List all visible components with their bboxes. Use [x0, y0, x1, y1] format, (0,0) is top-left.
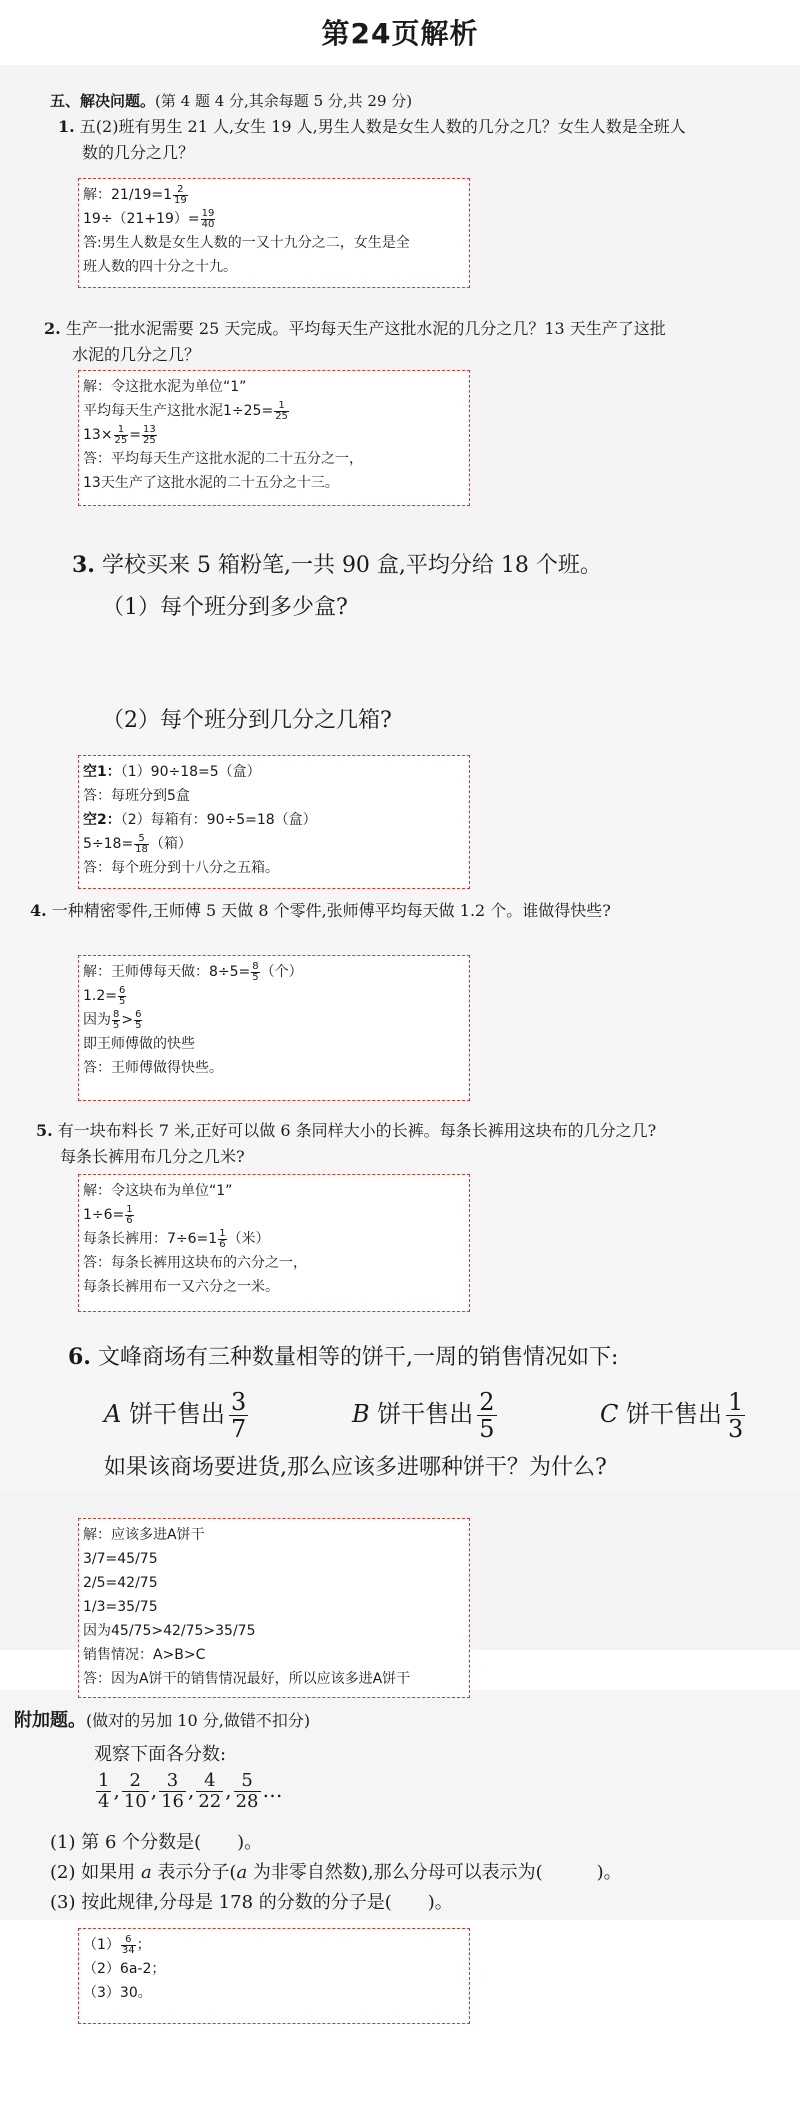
extra-heading-note: (做对的另加 10 分,做错不扣分) — [86, 1711, 311, 1730]
fraction-numerator: 8 — [113, 1008, 120, 1020]
question-1-text: 五(2)班有男生 21 人,女生 19 人,男生人数是女生人数的几分之几？女生人数是全班人 — [79, 117, 686, 136]
fraction-numerator: 6 — [135, 1008, 142, 1020]
fraction-denominator: 5 — [113, 1019, 120, 1031]
answer-text: ； — [136, 1937, 151, 1953]
question-1-line1 — [58, 114, 686, 137]
separator: , — [225, 1778, 232, 1802]
fraction — [201, 209, 216, 230]
option-c — [600, 1384, 749, 1444]
fraction-numerator: 6 — [119, 984, 126, 996]
fraction-numerator: 19 — [201, 207, 215, 219]
fraction-denominator: 16 — [161, 1791, 184, 1812]
separator: , — [150, 1778, 158, 1802]
fraction-denominator: 7 — [230, 1415, 247, 1443]
fraction-denominator: 28 — [235, 1791, 259, 1812]
fraction-numerator: 1 — [98, 1770, 110, 1791]
section-heading-note: (第 4 题 4 分,其余每题 5 分,共 29 分) — [155, 92, 413, 110]
answer-line — [83, 423, 465, 447]
sequence-fraction — [159, 1771, 186, 1812]
answer-key-label: 空2： — [83, 812, 121, 828]
section-heading-title: 五、解决问题。 — [50, 92, 156, 110]
question-1-number: 1. — [58, 117, 75, 136]
fraction-denominator: 3 — [728, 1415, 744, 1443]
answer-line: 答：每条长裤用这块布的六分之一， — [83, 1255, 307, 1271]
answer-text: 13× — [83, 427, 113, 443]
answer-text: （箱） — [149, 836, 192, 852]
answer-line: 答:男生人数是女生人数的一又十九分之二，女生是全 — [83, 235, 410, 251]
fraction-denominator: 5 — [135, 1019, 142, 1031]
answer-line — [83, 832, 465, 856]
answer-line: （3）30。 — [83, 1985, 152, 2001]
sequence-fraction — [96, 1771, 111, 1812]
extra-part-1: (1) 第 6 个分数是( )。 — [50, 1832, 263, 1853]
fraction-numerator: 3 — [159, 1771, 186, 1792]
fraction-numerator: 2 — [122, 1771, 149, 1792]
question-2-line1 — [44, 316, 666, 339]
answer-box-q5 — [78, 1174, 470, 1312]
answer-box-q4 — [78, 955, 470, 1101]
question-3-text: 学校买来 5 箱粉笔,一共 90 盒,平均分给 18 个班。 — [101, 553, 602, 578]
answer-line: 1/3=35/75 — [83, 1599, 158, 1615]
answer-line: 答：每个班分到十八分之五箱。 — [83, 860, 279, 876]
question-5-text: 有一块布料长 7 米,正好可以做 6 条同样大小的长裤。每条长裤用这块布的几分之几? — [57, 1121, 657, 1140]
extra-part-2 — [50, 1858, 622, 1884]
answer-text: 1.2= — [83, 988, 117, 1004]
answer-box-extra — [78, 1928, 470, 2024]
answer-text: 平均每天生产这批水泥1÷25= — [83, 403, 274, 419]
fraction-numerator: 1 — [114, 425, 129, 436]
extra-part-3: (3) 按此规律,分母是 178 的分数的分子是( )。 — [50, 1892, 453, 1913]
question-4-text: 一种精密零件,王师傅 5 天做 8 个零件,张师傅平均每天做 1.2 个。谁做得快些? — [51, 901, 611, 920]
answer-text: 1÷6= — [83, 1207, 125, 1223]
option-a-letter: A — [104, 1400, 122, 1428]
answer-text: 因为 — [83, 1012, 111, 1028]
answer-text: （2）每箱有：90÷5=18（盒） — [120, 812, 317, 828]
answer-text: 解：21/19=1 — [83, 187, 172, 203]
answer-line: 13天生产了这批水泥的二十五分之十三。 — [83, 475, 339, 491]
answer-line — [83, 984, 465, 1008]
fraction — [118, 986, 126, 1007]
answer-line: 班人数的四十分之十九。 — [83, 259, 237, 275]
question-3-sub1: （1）每个班分到多少盒? — [102, 595, 348, 620]
fraction-numerator: 6 — [121, 1935, 136, 1946]
question-3-line1 — [72, 548, 602, 579]
answer-text: = — [129, 427, 142, 443]
answer-line: 答：平均每天生产这批水泥的二十五分之一， — [83, 451, 363, 467]
answer-text: 5÷18= — [83, 836, 134, 852]
answer-line — [83, 1008, 465, 1032]
extra-part-2-text: 为非零自然数),那么分母可以表示为( )。 — [247, 1862, 622, 1883]
option-a — [104, 1384, 252, 1444]
answer-box-q2 — [78, 370, 470, 506]
fraction — [142, 425, 157, 446]
extra-heading-title: 附加题。 — [14, 1710, 86, 1731]
fraction-numerator: 8 — [252, 960, 259, 972]
option-c-letter: C — [600, 1400, 619, 1428]
answer-line — [83, 207, 465, 231]
variable-a: a — [236, 1862, 248, 1883]
fraction — [134, 1010, 142, 1031]
answer-line: 答：因为A饼干的销售情况最好，所以应该多进A饼干 — [83, 1671, 411, 1687]
fraction-denominator: 22 — [198, 1791, 222, 1812]
answer-line: 每条长裤用布一又六分之一米。 — [83, 1279, 279, 1295]
answer-line: 答：每班分到5盒 — [83, 788, 190, 804]
question-2-number: 2. — [44, 319, 61, 338]
fraction — [125, 1205, 133, 1226]
fraction-numerator: 5 — [234, 1771, 261, 1792]
fraction-denominator: 18 — [135, 843, 148, 855]
fraction-numerator: 1 — [126, 1203, 133, 1215]
answer-line — [83, 399, 465, 423]
sequence-fraction — [122, 1771, 149, 1812]
fraction-sequence — [94, 1768, 283, 1812]
answer-line: 解：应该多进A饼干 — [83, 1527, 205, 1543]
fraction-numerator: 4 — [196, 1771, 223, 1792]
fraction-numerator: 1 — [219, 1227, 226, 1239]
answer-text: （1）90÷18=5（盒） — [120, 764, 261, 780]
answer-text: （1） — [83, 1937, 120, 1953]
question-5-line1 — [36, 1118, 656, 1141]
answer-line — [83, 760, 465, 784]
separator: , — [187, 1778, 195, 1802]
extra-part-2-text: 表示分子( — [151, 1862, 237, 1883]
option-b — [352, 1384, 501, 1444]
question-2-line2: 水泥的几分之几？ — [72, 345, 201, 364]
question-6-line3: 如果该商场要进货,那么应该多进哪种饼干？为什么? — [104, 1455, 607, 1480]
fraction-denominator: 25 — [114, 434, 128, 446]
answer-text: 解：王师傅每天做：8÷5= — [83, 964, 251, 980]
question-3-sub2: （2）每个班分到几分之几箱? — [102, 708, 392, 733]
option-b-text: 饼干售出 — [377, 1400, 474, 1428]
fraction-numerator: 1 — [728, 1388, 744, 1416]
answer-text: （个） — [260, 964, 303, 980]
fraction-numerator: 1 — [274, 401, 289, 412]
ellipsis: … — [262, 1778, 283, 1802]
question-4-number: 4. — [30, 901, 47, 920]
fraction — [134, 834, 149, 855]
answer-line — [83, 183, 465, 207]
section-heading — [50, 90, 412, 111]
fraction-numerator: 2 — [173, 185, 188, 196]
fraction — [229, 1389, 248, 1442]
answer-line: 答：王师傅做得快些。 — [83, 1060, 223, 1076]
answer-box-q3 — [78, 755, 470, 889]
fraction-denominator: 25 — [143, 434, 156, 446]
fraction — [477, 1389, 496, 1442]
fraction — [121, 1935, 136, 1956]
answer-line — [83, 1933, 465, 1957]
question-2-text: 生产一批水泥需要 25 天完成。平均每天生产这批水泥的几分之几？13 天生产了这批 — [65, 319, 666, 338]
extra-observe: 观察下面各分数: — [94, 1744, 227, 1765]
answer-line: 销售情况：A>B>C — [83, 1647, 206, 1663]
answer-line — [83, 960, 465, 984]
answer-line: 解：令这批水泥为单位“1” — [83, 379, 247, 395]
fraction-denominator: 6 — [126, 1214, 133, 1226]
separator: , — [113, 1778, 120, 1802]
fraction-denominator: 6 — [219, 1238, 226, 1250]
question-4-line1 — [30, 898, 611, 921]
question-6-line1 — [68, 1340, 618, 1371]
question-1-line2: 数的几分之几？ — [82, 143, 195, 162]
answer-text: 每条长裤用：7÷6=1 — [83, 1231, 218, 1247]
option-b-letter: B — [352, 1400, 370, 1428]
fraction-denominator: 34 — [121, 1944, 135, 1956]
fraction — [218, 1229, 226, 1250]
answer-box-q6 — [78, 1518, 470, 1698]
fraction — [173, 185, 188, 206]
fraction — [274, 401, 289, 422]
fraction-denominator: 25 — [275, 410, 288, 422]
answer-line: 3/7=45/75 — [83, 1551, 158, 1567]
answer-key-label: 空1： — [83, 764, 121, 780]
question-5-number: 5. — [36, 1121, 53, 1140]
fraction-numerator: 2 — [479, 1388, 495, 1416]
answer-text: 19÷（21+19）= — [83, 211, 200, 227]
extra-part-2-text: (2) 如果用 — [50, 1862, 141, 1883]
fraction-denominator: 4 — [98, 1791, 110, 1812]
question-6-number: 6. — [68, 1344, 91, 1370]
answer-line — [83, 808, 465, 832]
answer-line — [83, 1203, 465, 1227]
variable-a: a — [140, 1862, 152, 1883]
fraction — [726, 1389, 745, 1442]
question-5-line2: 每条长裤用布几分之几米? — [60, 1147, 245, 1166]
fraction-denominator: 5 — [119, 995, 126, 1007]
fraction-denominator: 40 — [201, 218, 215, 230]
answer-line — [83, 1227, 465, 1251]
fraction-denominator: 5 — [479, 1415, 495, 1443]
fraction-numerator: 5 — [134, 834, 149, 845]
option-c-text: 饼干售出 — [626, 1400, 723, 1428]
answer-line: 2/5=42/75 — [83, 1575, 158, 1591]
fraction-numerator: 13 — [143, 423, 156, 435]
fraction-numerator: 3 — [230, 1388, 247, 1416]
answer-text: > — [121, 1012, 134, 1028]
answer-line: 因为45/75>42/75>35/75 — [83, 1623, 256, 1639]
answer-line: 解：令这块布为单位“1” — [83, 1183, 233, 1199]
answer-box-q1 — [78, 178, 470, 288]
sequence-fraction — [234, 1771, 261, 1812]
question-3-number: 3. — [72, 552, 95, 578]
sequence-fraction — [196, 1771, 223, 1812]
fraction — [251, 962, 259, 983]
fraction — [112, 1010, 120, 1031]
option-a-text: 饼干售出 — [128, 1400, 225, 1428]
fraction-denominator: 19 — [173, 194, 187, 206]
fraction-denominator: 10 — [123, 1791, 147, 1812]
extra-heading — [14, 1706, 310, 1732]
question-6-text: 文峰商场有三种数量相等的饼干,一周的销售情况如下: — [97, 1345, 619, 1370]
fraction-denominator: 5 — [252, 971, 259, 983]
answer-line: （2）6a-2； — [83, 1961, 166, 1977]
page-title: 第24页解析 — [321, 17, 479, 50]
answer-text: （米） — [227, 1231, 270, 1247]
fraction — [114, 425, 129, 446]
answer-line: 即王师傅做的快些 — [83, 1036, 195, 1052]
